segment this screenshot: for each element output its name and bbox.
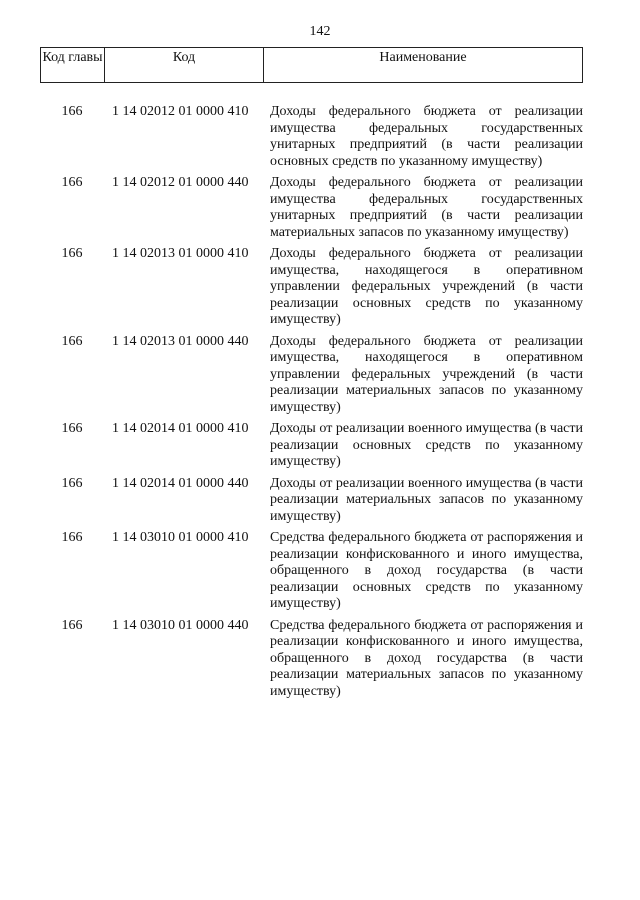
header-name: Наименование [379, 50, 467, 65]
table-row [40, 476, 583, 526]
chapter-code-cell: 166 [61, 333, 83, 349]
code-cell: 1 14 02012 01 0000 440 [112, 175, 249, 190]
table-row [40, 421, 583, 471]
chapter-code-cell: 166 [61, 246, 83, 261]
code-cell: 1 14 02014 01 0000 440 [112, 475, 249, 491]
page-number: 142 [309, 24, 331, 39]
code-cell: 1 14 03010 01 0000 410 [112, 530, 249, 545]
table-body [40, 104, 583, 705]
chapter-code-cell: 166 [61, 175, 83, 190]
table-row [40, 104, 583, 170]
name-cell: Доходы от реализации военного имущества (в части реализации основных средств по указанному имуществу) [270, 421, 583, 469]
table-row [40, 618, 583, 701]
table-row [40, 530, 583, 613]
code-cell: 1 14 02014 01 0000 410 [112, 421, 249, 436]
code-cell: 1 14 02012 01 0000 410 [112, 104, 249, 119]
header-code: Код [105, 48, 264, 82]
code-cell: 1 14 02013 01 0000 440 [112, 333, 249, 349]
name-cell: Доходы федерального бюджета от реализации имущества федеральных государственных унитарных предприятий (в части реализации материальных запасов по указанному имуществу) [270, 175, 583, 240]
table-header [40, 47, 583, 83]
chapter-code-cell: 166 [61, 475, 83, 491]
code-cell: 1 14 02013 01 0000 410 [112, 246, 249, 261]
name-cell: Доходы федерального бюджета от реализации имущества федеральных государственных унитарных предприятий (в части реализации основных средств по указанному имуществу) [270, 104, 583, 169]
chapter-code-cell: 166 [61, 104, 83, 119]
table-row [40, 246, 583, 329]
chapter-code-cell: 166 [61, 530, 83, 545]
header-chapter-code: Код главы [41, 48, 105, 82]
chapter-code-cell: 166 [61, 617, 83, 633]
chapter-code-cell: 166 [61, 421, 83, 436]
name-cell: Доходы федерального бюджета от реализации имущества, находящегося в оперативном управлении федеральных учреждений (в части реализации материальных запасов по указанному имуществу) [270, 333, 583, 415]
name-cell: Средства федерального бюджета от распоряжения и реализации конфискованного и иного имущества, обращенного в доход государства (в части реализации основных средств по указанному имуществу) [270, 530, 583, 611]
name-cell: Доходы от реализации военного имущества (в части реализации материальных запасов по указанному имуществу) [270, 475, 583, 524]
name-cell: Доходы федерального бюджета от реализации имущества, находящегося в оперативном управлении федеральных учреждений (в части реализации основных средств по указанному имуществу) [270, 246, 583, 327]
code-cell: 1 14 03010 01 0000 440 [112, 617, 249, 633]
name-cell: Средства федерального бюджета от распоряжения и реализации конфискованного и иного имущества, обращенного в доход государства (в части реализации материальных запасов по указанному имуществу) [270, 617, 583, 699]
table-row [40, 175, 583, 241]
table-row [40, 334, 583, 417]
